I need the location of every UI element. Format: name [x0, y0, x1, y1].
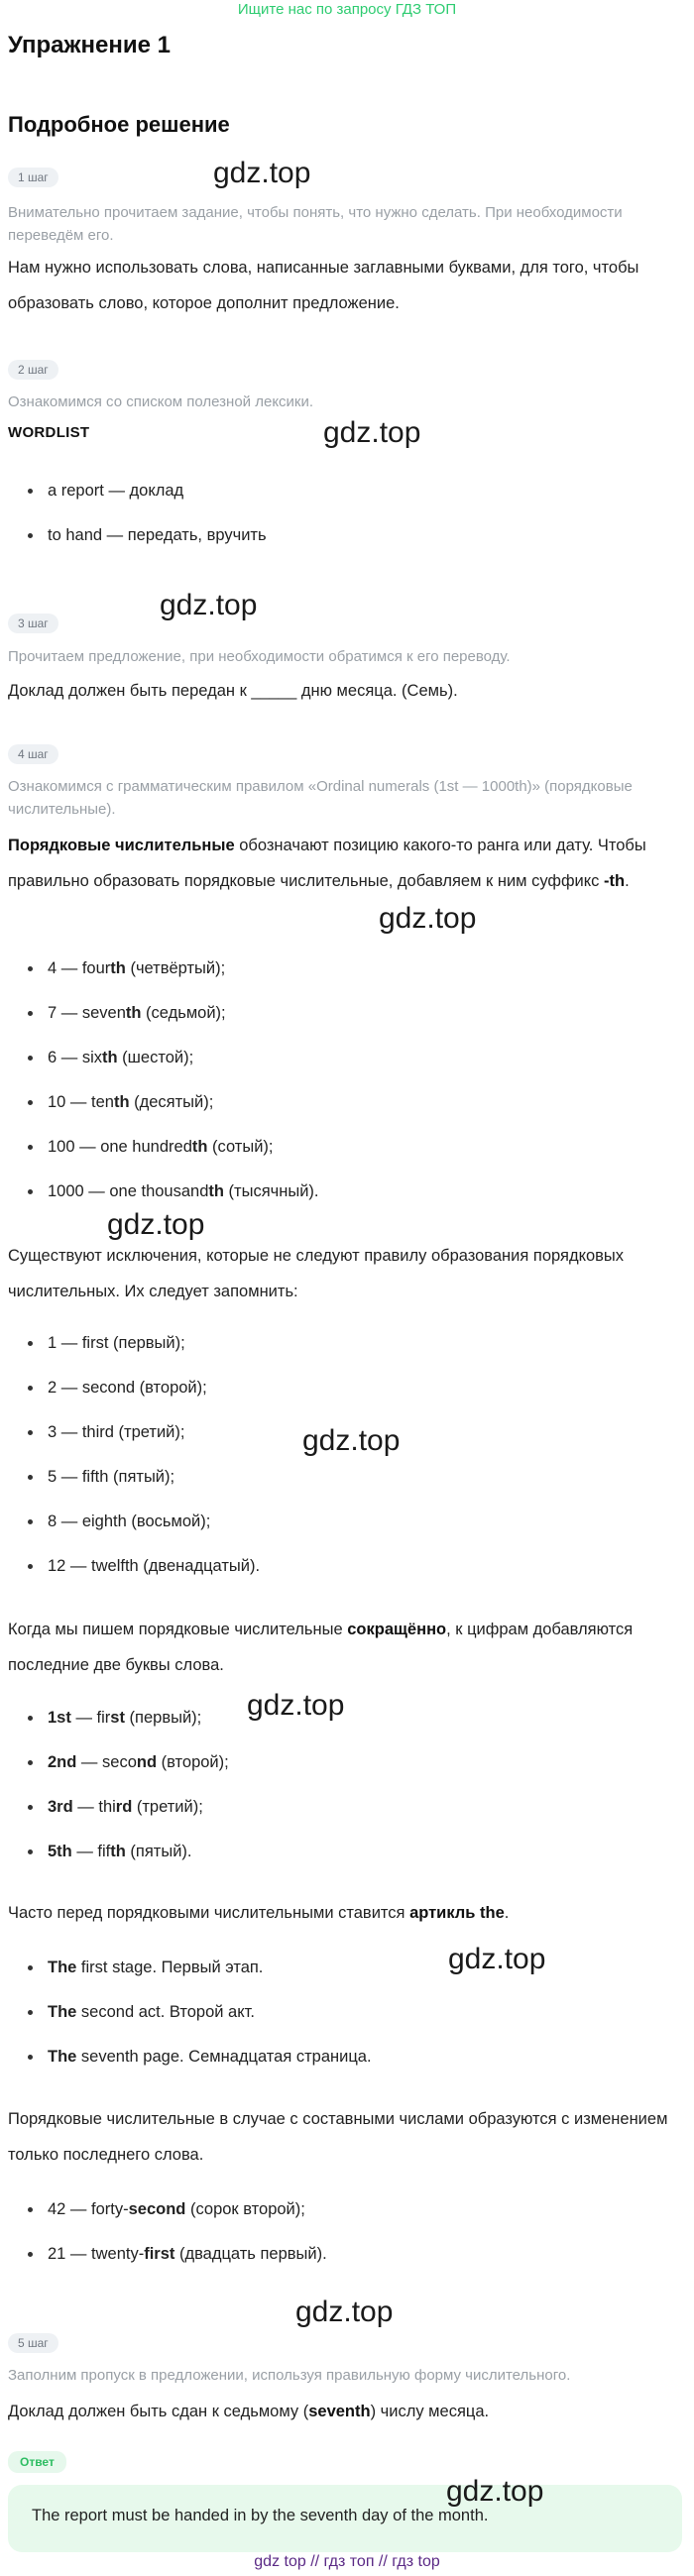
step-5-instruction: Заполним пропуск в предложении, используя правильную форму числительного. [8, 2367, 571, 2384]
step-5-badge: 5 шаг [8, 2333, 58, 2353]
list-item: 100 — one hundredth (сотый); [0, 1125, 674, 1170]
step-4-badge: 4 шаг [8, 744, 58, 764]
step-4-instruction: Ознакомимся с грамматическим правилом «Ordinal numerals (1st — 1000th)» (порядковые числительные). [8, 778, 633, 818]
step-3-text: Доклад должен быть передан к _____ дню месяца. (Семь). [8, 682, 458, 700]
watermark: gdz.top [379, 902, 477, 935]
list-item: 12 — twelfth (двенадцатый). [0, 1544, 674, 1589]
list-item: 42 — forty-second (сорок второй); [0, 2187, 674, 2232]
watermark: gdz.top [302, 1424, 401, 1457]
search-banner[interactable]: Ищите нас по запросу ГДЗ ТОП [237, 1, 457, 18]
compound-examples-list [0, 2187, 674, 2277]
list-item: 5 — fifth (пятый); [0, 1455, 674, 1500]
step-1-instruction: Внимательно прочитаем задание, чтобы понять, что нужно сделать. При необходимости переведём его. [8, 204, 623, 244]
watermark: gdz.top [213, 157, 311, 189]
watermark: gdz.top [446, 2475, 544, 2508]
watermark: gdz.top [247, 1689, 345, 1722]
wordlist-heading: WORDLIST [8, 424, 90, 441]
list-item: 21 — twenty-first (двадцать первый). [0, 2232, 674, 2277]
step-3-instruction: Прочитаем предложение, при необходимости обратимся к его переводу. [8, 648, 511, 665]
list-item: 6 — sixth (шестой); [0, 1036, 674, 1080]
list-item: 10 — tenth (десятый); [0, 1080, 674, 1125]
list-item: The seventh page. Семнадцатая страница. [0, 2035, 674, 2079]
wordlist [0, 469, 674, 558]
abbreviation-list [0, 1696, 674, 1874]
list-item: to hand — передать, вручить [0, 513, 674, 558]
list-item: 3 — third (третий); [0, 1410, 674, 1455]
list-item: 8 — eighth (восьмой); [0, 1500, 674, 1544]
watermark: gdz.top [295, 2296, 394, 2328]
rule-paragraph [8, 828, 682, 899]
step-1-badge: 1 шаг [8, 168, 58, 187]
step-1-text: Нам нужно использовать слова, написанные заглавными буквами, для того, чтобы образовать слово, которое дополнит предложение. [8, 259, 639, 312]
list-item: 1000 — one thousandth (тысячный). [0, 1170, 674, 1214]
article-examples-list [0, 1946, 674, 2079]
step-2-badge: 2 шаг [8, 360, 58, 380]
list-item: 4 — fourth (четвёртый); [0, 947, 674, 991]
page-title: Упражнение 1 [8, 32, 171, 58]
step-5-text: Доклад должен быть сдан к седьмому (seventh) числу месяца. [8, 2403, 490, 2420]
footer-links[interactable]: gdz top // гдз топ // гдз top [254, 2553, 440, 2570]
watermark: gdz.top [323, 416, 421, 449]
list-item: 1st — first (первый); [0, 1696, 674, 1740]
abbreviation-paragraph: Когда мы пишем порядковые числительные сокращённо, к цифрам добавляются последние две буквы слова. [8, 1621, 634, 1674]
answer-box [8, 2485, 682, 2552]
list-item: a report — доклад [0, 469, 674, 513]
rule-suffix: -th [604, 872, 626, 890]
rule-end: . [625, 872, 630, 890]
list-item: 1 — first (первый); [0, 1321, 674, 1366]
list-item: 3rd — third (третий); [0, 1785, 674, 1830]
watermark: gdz.top [448, 1943, 546, 1975]
answer-text: The report must be handed in by the seventh day of the month. [32, 2507, 489, 2524]
answer-badge: Ответ [8, 2451, 66, 2473]
watermark: gdz.top [107, 1208, 205, 1241]
article-paragraph: Часто перед порядковыми числительными ставится артикль the. [8, 1904, 510, 1922]
section-title: Подробное решение [8, 112, 230, 137]
list-item: The first stage. Первый этап. [0, 1946, 674, 1990]
step-3-badge: 3 шаг [8, 614, 58, 633]
rule-text: обозначают позицию какого-то ранга или дату. Чтобы правильно образовать порядковые числительные, добавляем к ним суффикс [8, 837, 646, 890]
step-2-instruction: Ознакомимся со списком полезной лексики. [8, 393, 314, 410]
compound-paragraph: Порядковые числительные в случае с составными числами образуются с изменением только последнего слова. [8, 2110, 668, 2164]
watermark: gdz.top [160, 589, 258, 621]
list-item: 2 — second (второй); [0, 1366, 674, 1410]
list-item: 2nd — second (второй); [0, 1740, 674, 1785]
list-item: 5th — fifth (пятый). [0, 1830, 674, 1874]
ordinal-examples-list [0, 947, 674, 1214]
rule-term: Порядковые числительные [8, 837, 235, 854]
exceptions-paragraph: Существуют исключения, которые не следуют правилу образования порядковых числительных. Их следует запомнить: [8, 1247, 625, 1300]
list-item: The second act. Второй акт. [0, 1990, 674, 2035]
list-item: 7 — seventh (седьмой); [0, 991, 674, 1036]
